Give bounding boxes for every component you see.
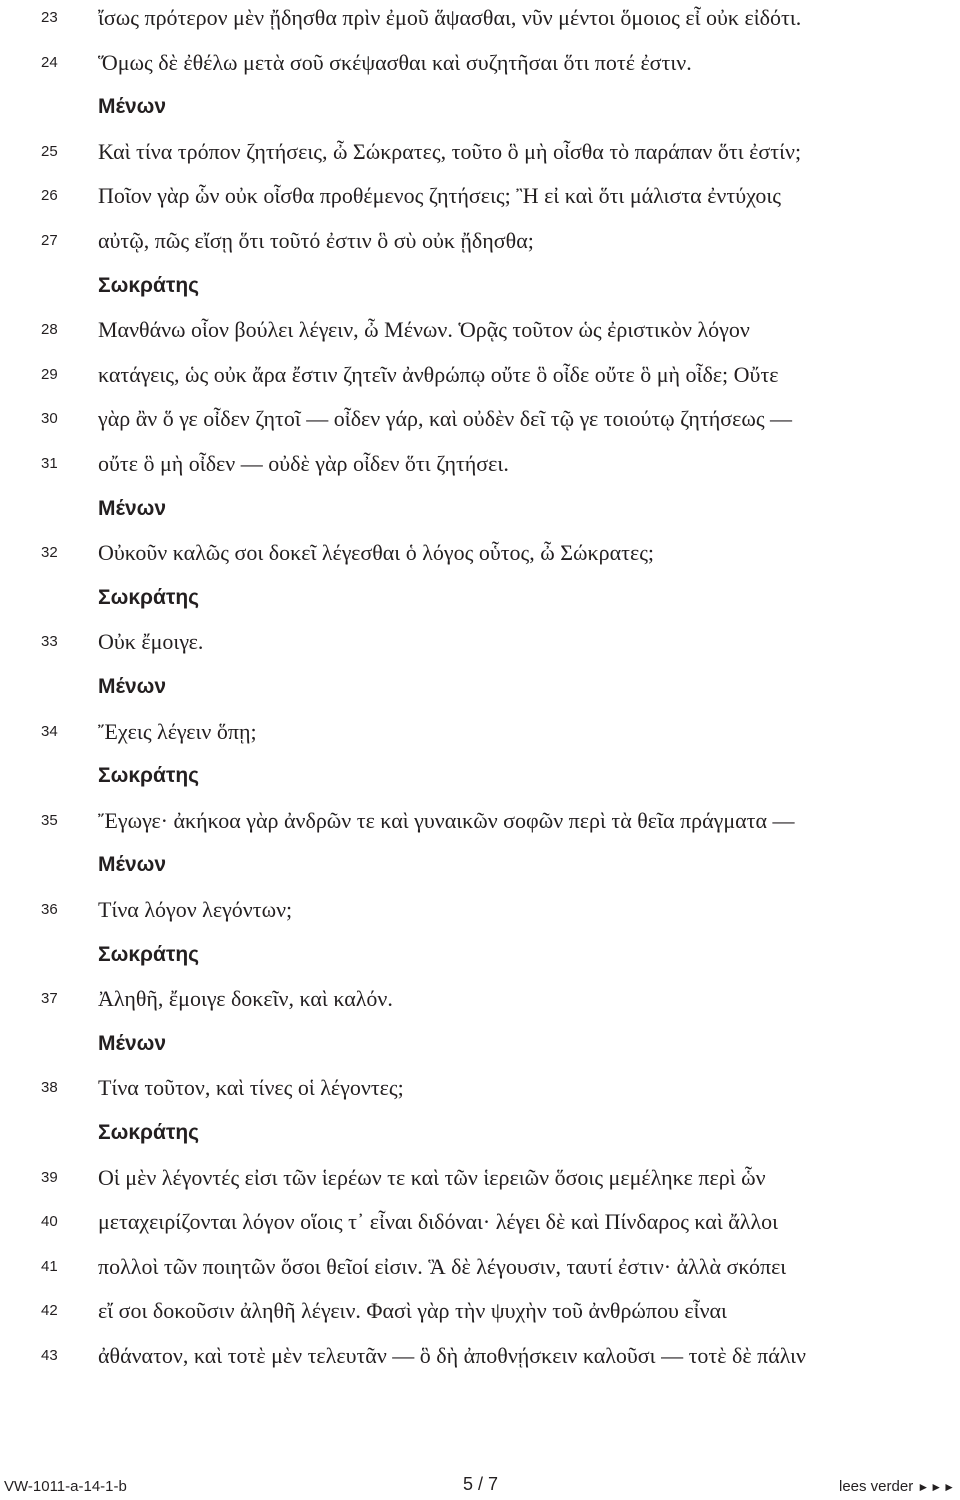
text-line [0,892,960,936]
line-text: Μανθάνω οἷον βούλει λέγειν, ὦ Μένων. Ὁρᾷς τοῦτον ὡς ἐριστικὸν λόγον [98,317,750,343]
line-number: 39 [41,1168,58,1186]
page-number: 5 / 7 [463,1474,499,1494]
continue-reading [839,1478,956,1495]
line-number: 41 [41,1257,58,1275]
continue-label: lees verder [838,1478,914,1495]
line-number: 37 [41,990,58,1008]
text-line [0,803,960,847]
line-text: Ἔγωγε· ἀκήκοα γὰρ ἀνδρῶν τε καὶ γυναικῶν σοφῶν περὶ τὰ θεῖα πράγματα ― [98,807,795,833]
text-line [0,357,960,401]
speaker-name: Σωκράτης [98,585,200,609]
speaker-name: Μένων [98,496,167,520]
line-number: 23 [41,9,58,26]
continue-arrows-icon: ►►► [917,1480,956,1494]
line-text: Οὐκ ἔμοιγε. [98,629,204,655]
line-text: Τίνα τοῦτον, καὶ τίνες οἱ λέγοντες; [98,1075,404,1101]
speaker-name: Σωκράτης [98,764,200,788]
line-number: 36 [41,901,58,918]
text-line [0,535,960,579]
text-line [0,1338,960,1382]
page-footer [0,1472,960,1500]
text-line [0,446,960,490]
text-line [0,312,960,356]
line-text: αὐτῷ, πῶς εἴσῃ ὅτι τοῦτό ἐστιν ὃ σὺ οὐκ ᾔδησθα; [98,228,534,253]
speaker-row [0,758,960,802]
text-line [0,1293,960,1337]
line-number: 43 [41,1347,58,1364]
speaker-name: Μένων [98,675,167,698]
speaker-row [0,937,960,981]
text-line [0,624,960,668]
text-line [0,1160,960,1204]
line-text: Ἀληθῆ, ἔμοιγε δοκεῖν, καὶ καλόν. [98,986,393,1012]
text-line [0,45,960,89]
line-text: Οἱ μὲν λέγοντές εἰσι τῶν ἱερέων τε καὶ τῶν ἱερειῶν ὅσοις μεμέληκε περὶ ὧν [98,1164,766,1190]
speaker-row [0,1115,960,1159]
line-number: 40 [41,1213,58,1231]
text-line [0,1070,960,1114]
line-number: 27 [41,232,58,249]
line-text: πολλοὶ τῶν ποιητῶν ὅσοι θεῖοί εἰσιν. Ἃ δὲ λέγουσιν, ταυτί ἐστιν· ἀλλὰ σκόπει [98,1253,787,1279]
line-text: κατάγεις, ὡς οὐκ ἄρα ἔστιν ζητεῖν ἀνθρώπῳ οὔτε ὃ οἶδε οὔτε ὃ μὴ οἶδε; Οὔτε [98,361,779,387]
speaker-name: Σωκράτης [98,942,200,966]
text-line [0,0,960,44]
line-number: 25 [41,142,58,160]
speaker-row [0,847,960,891]
text-line [0,401,960,445]
text-line [0,1204,960,1248]
speaker-row [0,268,960,312]
speaker-row [0,580,960,624]
line-text: ἀθάνατον, καὶ τοτὲ μὲν τελευτᾶν ― ὃ δὴ ἀποθνῄσκειν καλοῦσι ― τοτὲ δὲ πάλιν [98,1343,807,1368]
line-text: οὔτε ὃ μὴ οἶδεν ― οὐδὲ γὰρ οἶδεν ὅτι ζητήσει. [98,451,509,476]
line-number: 34 [41,722,58,740]
text-line [0,1249,960,1293]
speaker-name: Σωκράτης [98,273,200,297]
line-number: 38 [41,1079,58,1097]
speaker-row [0,491,960,535]
text-line [0,714,960,758]
line-text: μεταχειρίζονται λόγον οἵοις τ᾽ εἶναι διδόναι· λέγει δὲ καὶ Πίνδαρος καὶ ἄλλοι [98,1209,779,1235]
speaker-row [0,89,960,133]
line-text: εἴ σοι δοκοῦσιν ἀληθῆ λέγειν. Φασὶ γὰρ τὴν ψυχὴν τοῦ ἀνθρώπου εἶναι [98,1298,727,1324]
speaker-row [0,669,960,713]
text-line [0,178,960,222]
text-line [0,223,960,267]
line-number: 42 [41,1302,58,1320]
line-number: 29 [41,365,58,383]
line-number: 32 [41,544,58,562]
line-number: 33 [41,633,58,651]
speaker-name: Μένων [98,95,167,119]
text-line [0,134,960,178]
exam-code: VW-1011-a-14-1-b [4,1478,127,1495]
line-text: Καὶ τίνα τρόπον ζητήσεις, ὦ Σώκρατες, τοῦτο ὃ μὴ οἶσθα τὸ παράπαν ὅτι ἐστίν; [98,138,802,164]
speaker-row [0,1026,960,1070]
line-text: Ἔχεις λέγειν ὅπῃ; [98,718,257,744]
line-text: Οὐκοῦν καλῶς σοι δοκεῖ λέγεσθαι ὁ λόγος οὗτος, ὦ Σώκρατες; [98,540,655,566]
line-number: 24 [41,53,58,71]
line-number: 28 [41,321,58,339]
line-text: γὰρ ἂν ὅ γε οἶδεν ζητοῖ ― οἶδεν γάρ, καὶ οὐδὲν δεῖ τῷ γε τοιούτῳ ζητήσεως ― [98,406,793,432]
line-number: 35 [41,811,58,829]
line-number: 26 [41,187,58,205]
line-number: 31 [41,455,58,472]
line-text: ἴσως πρότερον μὲν ᾔδησθα πρὶν ἐμοῦ ἅψασθαι, νῦν μέντοι ὅμοιος εἶ οὐκ εἰδότι. [98,5,802,30]
speaker-name: Μένων [98,1031,167,1055]
line-text: Τίνα λόγον λεγόντων; [98,897,293,922]
speaker-name: Σωκράτης [98,1121,200,1144]
line-number: 30 [41,410,58,428]
line-text: Ὅμως δὲ ἐθέλω μετὰ σοῦ σκέψασθαι καὶ συζητῆσαι ὅτι ποτέ ἐστιν. [98,49,692,75]
text-line [0,981,960,1025]
line-text: Ποῖον γὰρ ὧν οὐκ οἶσθα προθέμενος ζητήσεις; Ἢ εἰ καὶ ὅτι μάλιστα ἐντύχοις [98,183,782,209]
speaker-name: Μένων [98,853,167,877]
